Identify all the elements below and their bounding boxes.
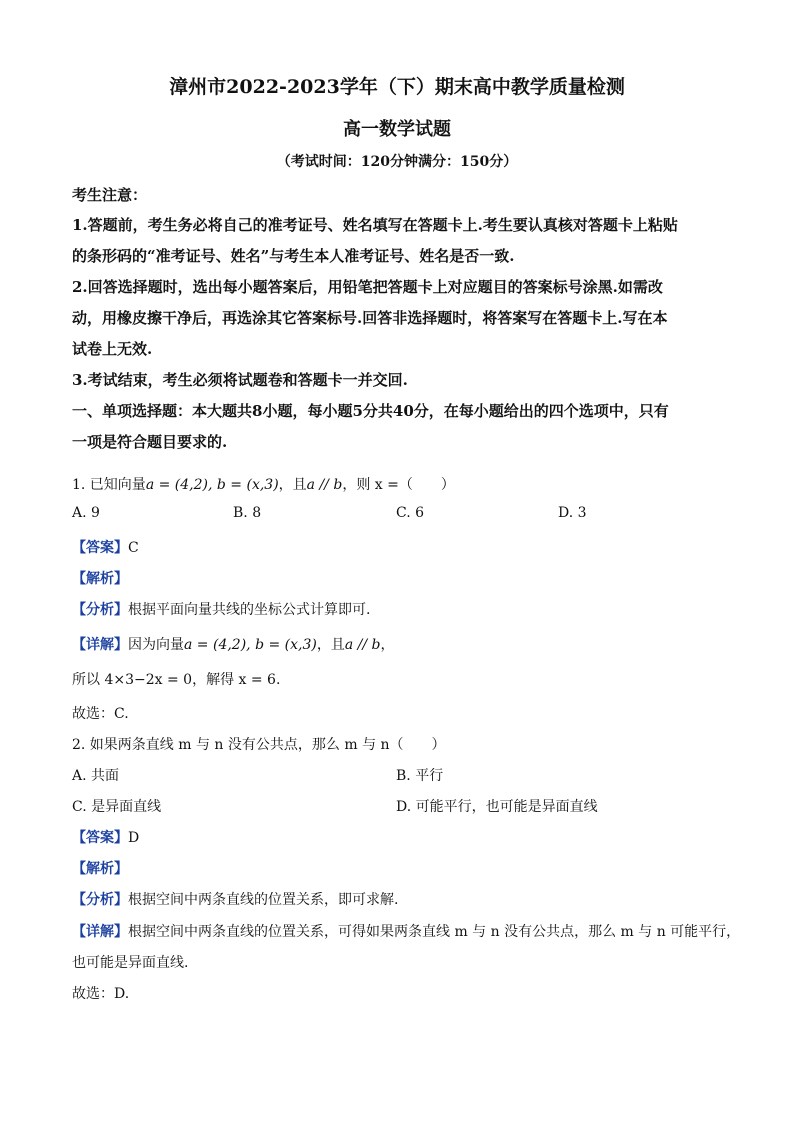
- fenxi-text: 根据空间中两条直线的位置关系，即可求解.: [128, 892, 399, 908]
- q1-vector-a: a = (4,2),: [145, 477, 217, 493]
- xiangjie-parallel: a // b: [344, 637, 381, 653]
- xiangjie-prefix: 因为向量: [128, 637, 184, 653]
- q1-xiangjie: [72, 634, 395, 654]
- answer-value: C: [128, 540, 139, 556]
- xiangjie-end: ，: [380, 637, 395, 653]
- q2-xiangjie-cont: 也可能是异面直线.: [72, 955, 189, 971]
- exam-time-note: （考试时间：120分钟满分：150分）: [276, 154, 518, 170]
- q1-analysis: [72, 568, 128, 588]
- section-heading: 一、单项选择题：本大题共8小题，每小题5分共40分，在每小题给出的四个选项中，只有: [72, 402, 669, 420]
- fenxi-tag: 【分析】: [72, 602, 128, 618]
- q1-answer: [72, 537, 139, 557]
- xiangjie-tag: 【详解】: [72, 924, 128, 940]
- fenxi-text: 根据平面向量共线的坐标公式计算即可.: [128, 602, 371, 618]
- xiangjie-tag: 【详解】: [72, 637, 128, 653]
- xiangjie-text: 根据空间中两条直线的位置关系，可得如果两条直线 m 与 n 没有公共点，那么 m 与 n 可能平行，: [128, 924, 741, 940]
- q1-end: ，则 x =（ ）: [342, 477, 455, 493]
- q1-fenxi: [72, 599, 370, 619]
- q1-option-c: C. 6: [396, 505, 425, 521]
- q1-stem: [72, 474, 455, 494]
- q1-vector-b: b = (x,3): [216, 477, 279, 493]
- q1-conclusion: 故选：C.: [72, 706, 129, 722]
- q2-conclusion: 故选：D.: [72, 986, 130, 1002]
- exam-title: 漳州市2022-2023学年（下）期末高中教学质量检测: [169, 76, 625, 98]
- q2-analysis: [72, 858, 128, 878]
- q2-option-b: B. 平行: [396, 768, 444, 784]
- answer-tag: 【答案】: [72, 830, 128, 846]
- q2-option-d: D. 可能平行，也可能是异面直线: [396, 799, 598, 815]
- q1-option-d: D. 3: [558, 505, 587, 521]
- exam-subtitle: 高一数学试题: [343, 119, 451, 140]
- q2-answer: [72, 827, 139, 847]
- q1-prefix: 1. 已知向量: [72, 477, 146, 493]
- q2-xiangjie: [72, 921, 740, 941]
- answer-tag: 【答案】: [72, 540, 128, 556]
- answer-value: D: [128, 830, 140, 846]
- notice-line: 的条形码的“准考证号、姓名”与考生本人准考证号、姓名是否一致.: [72, 247, 515, 265]
- q2-fenxi: [72, 889, 398, 909]
- q1-step: 所以 4×3−2x = 0，解得 x = 6.: [72, 672, 281, 688]
- notice-line: 2.回答选择题时，选出每小题答案后，用铅笔把答题卡上对应题目的答案标号涂黑.如需改: [72, 278, 663, 296]
- q2-option-a: A. 共面: [72, 768, 120, 784]
- q1-option-b: B. 8: [233, 505, 262, 521]
- q1-mid: ，且: [278, 477, 307, 493]
- q2-option-c: C. 是异面直线: [72, 799, 162, 815]
- analysis-tag: 【解析】: [72, 571, 128, 587]
- q1-parallel: a // b: [306, 477, 343, 493]
- notice-line: 3.考试结束，考生必须将试题卷和答题卡一并交回.: [72, 371, 408, 389]
- fenxi-tag: 【分析】: [72, 892, 128, 908]
- xiangjie-mid: ，且: [316, 637, 345, 653]
- xiangjie-vectors: a = (4,2), b = (x,3): [184, 637, 317, 653]
- analysis-tag: 【解析】: [72, 861, 128, 877]
- section-heading-cont: 一项是符合题目要求的.: [72, 433, 228, 451]
- q2-stem: 2. 如果两条直线 m 与 n 没有公共点，那么 m 与 n（ ）: [72, 737, 446, 753]
- q1-option-a: A. 9: [72, 505, 100, 521]
- notice-line: 1.答题前，考生务必将自己的准考证号、姓名填写在答题卡上.考生要认真核对答题卡上粘贴: [72, 216, 678, 234]
- notice-line: 动，用橡皮擦干净后，再选涂其它答案标号.回答非选择题时，将答案写在答题卡上.写在本: [72, 309, 668, 327]
- notice-heading: 考生注意：: [72, 186, 148, 204]
- notice-line: 试卷上无效.: [72, 340, 153, 358]
